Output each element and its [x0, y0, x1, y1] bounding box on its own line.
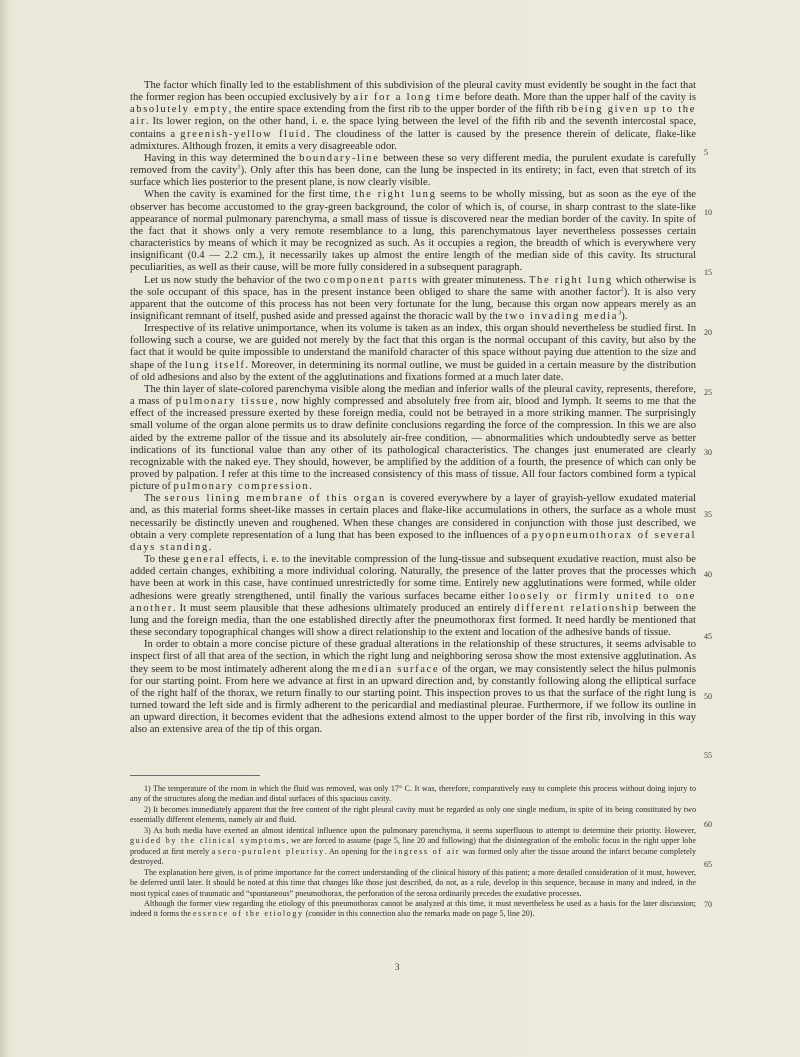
text-run: 2) It becomes immediately apparent that the free content of the right pleural cavity must be regarded as only one single medium, in spite of its being constituted by two essentially different elements, namely air and fluid. — [130, 804, 696, 825]
text-run: . The cloudiness of the latter is caused by the presence therein of delicate, flake-like admixtures. Although frozen, it emits a very disagreeable odor. — [130, 128, 696, 152]
line-number: 70 — [704, 900, 712, 909]
spaced-emphasis: pulmonary tissue — [175, 396, 275, 408]
line-number: 55 — [704, 751, 712, 760]
text-run: , we are forced to assume (page 5, line 20 and following) that the disintegration of the embolic focus in the right upper lobe produced at first merely a — [130, 836, 696, 856]
body-paragraph — [130, 554, 696, 639]
text-run: before death. More than the upper half of the cavity is — [461, 92, 696, 104]
body-paragraph — [130, 189, 696, 274]
footnotes — [130, 784, 696, 920]
spaced-emphasis: median surface — [351, 663, 440, 675]
spaced-emphasis: the right lung — [354, 189, 437, 201]
footnote-ref: 1 — [237, 163, 241, 171]
spaced-emphasis: two invading media — [505, 310, 619, 322]
footnote — [130, 868, 696, 899]
text-run: . Moreover, in determining its normal outline, we must be guided in a certain measure by the distribution of old adhesions and also by the extent of the agglutinations and fixations formed at a much later date. — [130, 359, 696, 383]
text-run: . — [309, 481, 312, 493]
text-run: Irrespective of its relative unimportance, when its volume is taken as an index, this organ should nevertheless be studied first. In following such a course, we are guided not merely by the fact that this organ is the normal occupant of this cavity, but also by the fact that it would be quite impossible to understand the manifold character of this space without paying due attention to the size and shape of the — [130, 323, 696, 371]
body-paragraph — [130, 323, 696, 384]
spaced-emphasis: lung itself — [184, 359, 246, 371]
footnote — [130, 826, 696, 868]
line-number: 15 — [704, 268, 712, 277]
spaced-emphasis: different relationship — [514, 602, 640, 614]
text-run: The factor which finally led to the establishment of this subdivision of the pleural cavity must evidently be sought in the fact that the former region has been occupied exclusively by — [130, 80, 696, 104]
footnote — [130, 784, 696, 805]
footnote — [130, 805, 696, 826]
line-number: 5 — [704, 148, 708, 157]
line-number: 30 — [704, 448, 712, 457]
text-run: with greater minuteness. — [418, 274, 529, 286]
text-run: To these — [144, 554, 184, 566]
line-number: 20 — [704, 328, 712, 337]
footnote-ref: 2 — [620, 285, 624, 293]
line-number: 35 — [704, 510, 712, 519]
footnote-rule — [130, 775, 260, 776]
text-run: was formed only after the tissue around the infarct became completely destroyed. — [130, 846, 696, 867]
spaced-emphasis: component parts — [323, 274, 419, 286]
spaced-emphasis: boundary-line — [299, 152, 380, 164]
text-run: The — [144, 493, 165, 505]
text-run: which otherwise is the sole occupant of this space, has in the present instance been obliged to share the same with another factor — [130, 274, 696, 298]
body-paragraph — [130, 639, 696, 736]
main-text — [130, 80, 696, 736]
spaced-emphasis: guided by the clinical symptoms — [130, 836, 287, 846]
text-run: of the organ, we may consistently select the hilus pulmonis for our starting point. From here we advance at first in an upward direction and, by constantly following along the elliptical surface of the right half of the thorax, we return finally to our starting point. This inspection proves to us that the surface of the right lung is turned toward the left side and is firmly adherent to the pericardial and mediastinal pleurae. Furthermore, if we follow its outline in an upward direction, it becomes evident that the adhesions extend almost to the upper border of the first rib, involving in this way also an extensive area of the tip of this organ. — [130, 663, 696, 736]
line-number: 65 — [704, 860, 712, 869]
text-run: The explanation here given, is of prime importance for the correct understanding of the clinical history of this patient; a more detailed consideration of it must, however, be deferred until later. It should be noted at this time that changes like those just described, do not, as a rule, develop in this sequence, because in many and indeed, in the most typical cases of traumatic and “spontaneous” pneumothorax, the perforation of the serosa ordinarily precedes the exudative processes. — [130, 867, 696, 898]
text-run: between these so very different media, the purulent exudate is carefully removed from the cavity — [130, 152, 696, 177]
text-run: . An opening for the — [324, 846, 395, 856]
spaced-emphasis: air for a long time — [353, 92, 462, 104]
text-run: between the lung and the foreign media, than the one established directly after the pneumothorax first formed. It need hardly be mentioned that these secondary topographical changes will show a direct relationship to the extent and location of the adhesive bands of tissue. — [130, 602, 696, 639]
text-run: (consider in this connection also the remarks made on page 5, line 20). — [303, 909, 535, 919]
spaced-emphasis: sero-purulent pleurisy — [217, 846, 325, 856]
footnote-ref: 3 — [618, 309, 622, 317]
line-number: 40 — [704, 570, 712, 579]
spaced-emphasis: essence of the etiology — [192, 909, 304, 919]
text-run: Having in this way determined the — [144, 152, 300, 164]
spaced-emphasis: serous lining membrane of this organ — [164, 493, 386, 505]
text-run: . It must seem plausible that these adhesions ultimately produced an entirely — [172, 602, 515, 614]
text-run: . — [208, 541, 212, 553]
body-paragraph — [130, 493, 696, 554]
text-run: , the entire space extending from the first rib to the upper border of the fifth rib — [228, 104, 572, 116]
spaced-emphasis: loosely or firmly united to one another — [130, 590, 696, 614]
text-run: Let us now study the behavior of the two — [144, 274, 324, 286]
text-run: , now highly compressed and absolutely free from air, blood and lymph. It seems to me that the effect of the increased pressure exerted by these foreign media, could not be betrayed in a more striking manner. The surprisingly small volume of the organ alone permits us to draw definite conclusions regarding the force of the compression. In this we are also aided by the extreme pallor of the tissue and its absolutely air-free condition, — abnormalities which undoubtedly serve as better indications of its functional value than any other of its pathological characteristics. The changes just enumerated are clearly recognizable with the naked eye. They should, however, be amplified by the addition of a fourth, the presence of which can only be proved by palpation. I refer at this time to the increased consistency of this mass of tissue. All four factors combined form a typical picture of — [130, 396, 696, 493]
spaced-emphasis: absolutely empty — [130, 104, 229, 116]
text-run: . Its lower region, on the other hand, i. e. the space lying between the level of the fifth rib and the seventh intercostal space, contains a — [130, 116, 696, 140]
text-run: 1) The temperature of the room in which the fluid was removed, was only 17° C. It was, therefore, comparatively easy to complete this process without doing injury to any of the structures along the median and distal surfaces of this spacious cavity. — [130, 784, 696, 804]
spaced-emphasis: The right lung — [528, 274, 613, 286]
page-spine-shadow — [0, 0, 8, 1057]
text-run: Although the former view regarding the etiology of this pneumothorax cannot be analyzed at this time, it must nevertheless be used as a basis for the later discussion; indeed it forms the — [130, 898, 696, 919]
line-number: 45 — [704, 632, 712, 641]
body-paragraph — [130, 153, 696, 189]
footnote — [130, 899, 696, 920]
text-run: ). It is also very apparent that the outcome of this process has not been very fortunate for the lung, because this organ now appears merely as an insignificant remnant of itself, pushed aside and pressed against the thoracic wall by the — [130, 286, 696, 322]
spaced-emphasis: pyopneumothorax of several days standing — [130, 529, 696, 553]
spaced-emphasis: ingress of air — [394, 846, 461, 856]
text-run: In order to obtain a more concise picture of these gradual alterations in the relationship of these structures, it seems advisable to inspect first of all that area of the section, in which the right lung and neighboring serosa show the most extensive agglutination. As they seem to be most intimately adherent along the — [130, 639, 696, 675]
line-number: 50 — [704, 692, 712, 701]
page-number: 3 — [395, 962, 400, 972]
line-number: 25 — [704, 388, 712, 397]
body-paragraph — [130, 80, 696, 153]
text-run: When the cavity is examined for the first time, — [144, 189, 355, 201]
spaced-emphasis: greenish-yellow fluid — [180, 128, 308, 140]
text-run: effects, i. e. to the inevitable compression of the lung-tissue and subsequent exudative reaction, must also be added certain changes, exhibiting a more individual coloring. Naturally, the presence of the latter proves that the processes which have been at work in this case, have continued unrestrictedly for some time. Entirely new agglutinations were formed, while older adhesions were greatly strengthened, until finally the various surfaces became either — [130, 554, 696, 602]
text-run: The thin layer of slate-colored parenchyma visible along the median and inferior walls of the pleural cavity, represents, therefore, a mass of — [130, 383, 696, 408]
body-paragraph — [130, 384, 696, 493]
text-run: seems to be wholly missing, but as soon as the eye of the observer has become accustomed to the gray-green background, the color of which is, of course, in sharp contrast to the slate-like appearance of normal pulmonary parenchyma, a small mass of tissue is discovered near the median border of the cavity. In spite of the fact that it shows only a very remote resemblance to a lung, this parenchymatous layer nevertheless possesses certain characteristics by means of which it may be recognized as such. As it occupies a region, the breadth of which is everywhere very insignificant (0.4 — 2.2 cm.), it necessarily takes up almost the entire length of the median side of this cavity. Its structural peculiarities, as well as their cause, will be more fully considered in a subsequent paragraph. — [130, 189, 696, 274]
text-run: ). Only after this has been done, can the lung be inspected in its entirety; in fact, even that stretch of its surface which lies posterior to the present plane, is now clearly visible. — [130, 165, 696, 189]
body-paragraph — [130, 275, 696, 324]
text-run: is covered everywhere by a layer of grayish-yellow exudated material and, as this material forms sheet-like masses in certain places and flake-like accumulations in others, the surface as a whole must necessarily be distinctly uneven and roughened. When these changes are considered in conjunction with those just described, we obtain a very complete representation of a lung that has been exposed to the influences of a — [130, 493, 696, 541]
spaced-emphasis: pulmonary compression — [173, 481, 310, 493]
text-run: 3) As both media have exerted an almost identical influence upon the pulmonary parenchyma, it seems superfluous to attempt to determine their priority. However, — [144, 825, 696, 835]
spaced-emphasis: being given up to the air — [130, 104, 697, 128]
line-number: 10 — [704, 208, 712, 217]
text-run: ). — [621, 310, 628, 322]
spaced-emphasis: general — [183, 554, 226, 566]
line-number: 60 — [704, 820, 712, 829]
